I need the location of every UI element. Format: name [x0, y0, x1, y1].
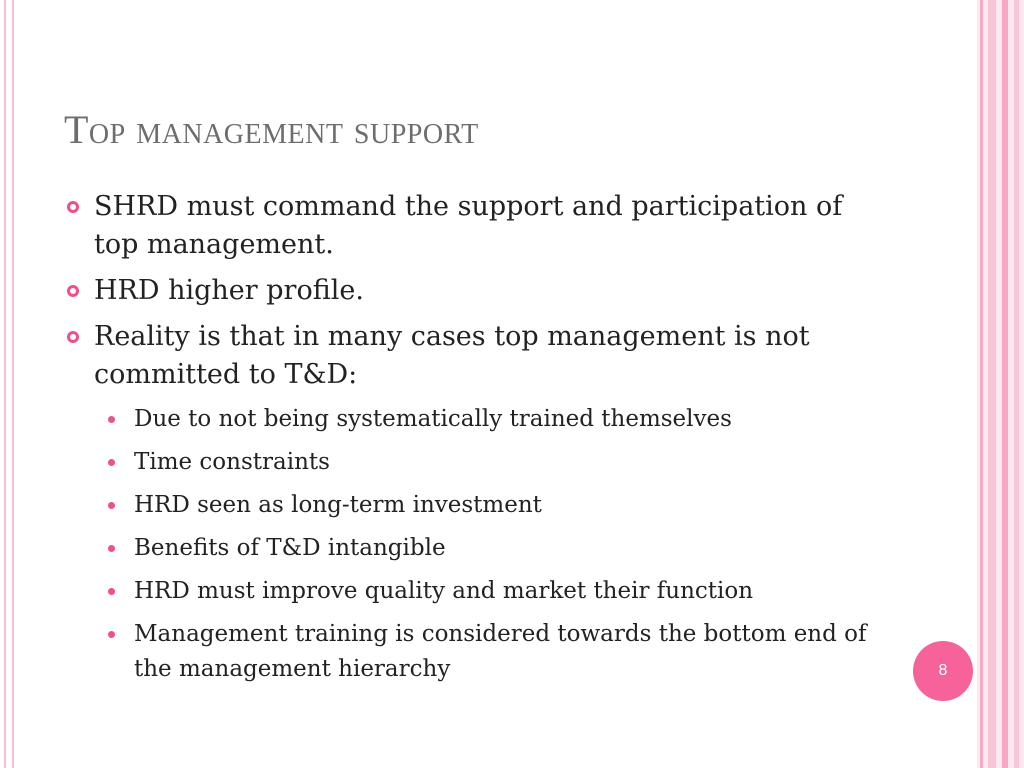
dot-bullet-icon [108, 502, 115, 509]
sub-bullet-text: Benefits of T&D intangible [134, 535, 446, 561]
frame-stripe-right-2 [988, 0, 996, 768]
bullet-text: Reality is that in many cases top management is not committed to T&D: [94, 321, 810, 390]
dot-bullet-icon [108, 545, 115, 552]
sub-bullet-text: Due to not being systematically trained themselves [134, 406, 732, 432]
frame-stripe-right-3 [1002, 0, 1008, 768]
sub-bullet-item [104, 531, 894, 566]
dot-bullet-icon [108, 631, 115, 638]
bullet-text: SHRD must command the support and participation of top management. [94, 191, 843, 260]
dot-bullet-icon [108, 459, 115, 466]
frame-line-left-inner [12, 0, 14, 768]
dot-bullet-icon [108, 588, 115, 595]
sub-bullet-item [104, 488, 894, 523]
sub-bullet-text: HRD seen as long-term investment [134, 492, 542, 518]
bullet-list [64, 188, 894, 695]
sub-bullet-text: Management training is considered towards the bottom end of the management hierarchy [134, 621, 867, 682]
sub-bullet-item [104, 574, 894, 609]
frame-line-left-outer [4, 0, 6, 768]
page-number-badge: 8 [913, 641, 973, 701]
sub-bullet-text: HRD must improve quality and market their function [134, 578, 754, 604]
ring-bullet-icon [67, 331, 79, 343]
bullet-item [64, 318, 894, 394]
sub-bullet-text: Time constraints [134, 449, 330, 475]
slide-title: Top management support [64, 107, 479, 152]
ring-bullet-icon [67, 285, 79, 297]
frame-stripe-right-1 [980, 0, 983, 768]
frame-stripe-right-4 [1014, 0, 1019, 768]
sub-bullet-item [104, 402, 894, 437]
bullet-item [64, 188, 894, 264]
bullet-item [64, 272, 894, 310]
dot-bullet-icon [108, 416, 115, 423]
sub-bullet-item [104, 617, 894, 687]
ring-bullet-icon [67, 201, 79, 213]
bullet-text: HRD higher profile. [94, 275, 364, 306]
sub-bullet-list [104, 402, 894, 687]
sub-bullet-item [104, 445, 894, 480]
